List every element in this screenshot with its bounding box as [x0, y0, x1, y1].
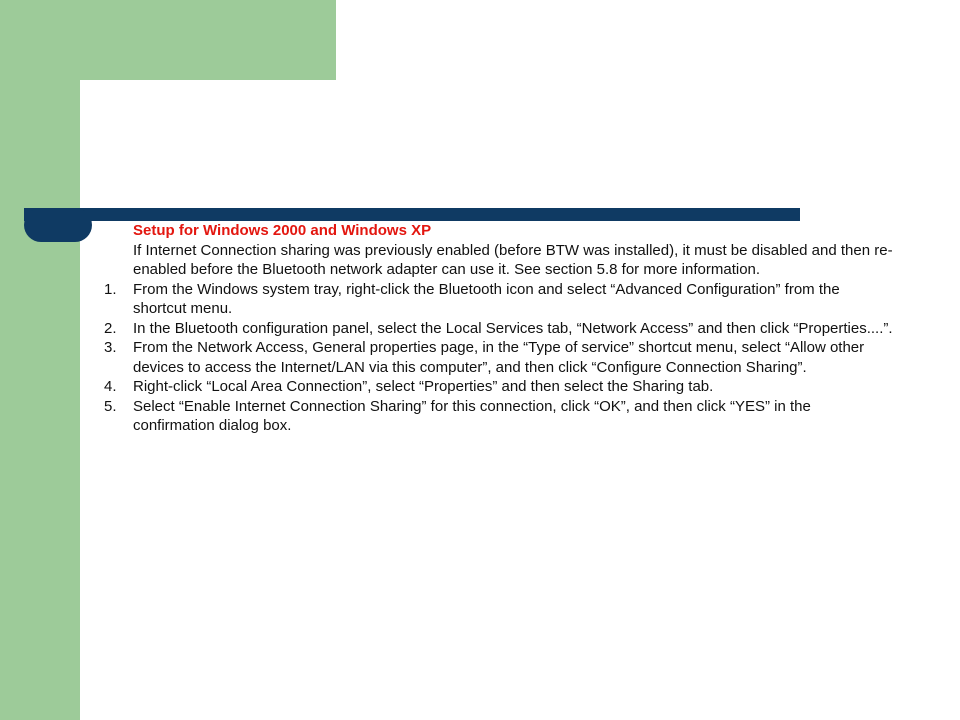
title-bar-cap [24, 208, 92, 242]
list-item [104, 397, 894, 436]
list-item [104, 338, 894, 377]
list-item [104, 319, 894, 339]
step-text: In the Bluetooth configuration panel, select the Local Services tab, “Network Access” and then click “Properties....”. [133, 319, 893, 337]
step-text: From the Windows system tray, right-click the Bluetooth icon and select “Advanced Configuration” from the shortcut menu. [133, 280, 840, 317]
step-number: 2. [104, 319, 117, 337]
slide-body [104, 221, 894, 436]
step-number: 3. [104, 339, 117, 356]
steps-list [104, 280, 894, 436]
step-number: 5. [104, 397, 117, 415]
intro-paragraph: If Internet Connection sharing was previously enabled (before BTW was installed), it must be disabled and then re-enabled before the Bluetooth network adapter can use it. See section 5.8 for more information. [133, 241, 893, 278]
step-text: Select “Enable Internet Connection Sharing” for this connection, click “OK”, and then click “YES” in the confirmation dialog box. [133, 397, 811, 434]
section-heading: Setup for Windows 2000 and Windows XP [133, 222, 432, 239]
left-accent-band [0, 0, 80, 720]
step-number: 4. [104, 378, 117, 395]
step-text: Right-click “Local Area Connection”, select “Properties” and then select the Sharing tab. [133, 378, 714, 395]
title-divider-bar [24, 208, 800, 221]
top-accent-band [80, 0, 336, 80]
step-text: From the Network Access, General properties page, in the “Type of service” shortcut menu, select “Allow other devices to access the Internet/LAN via this computer”, and then click “Configure Connection Sharing”. [133, 339, 865, 376]
list-item [104, 377, 894, 397]
step-number: 1. [104, 280, 117, 298]
list-item [104, 280, 894, 319]
